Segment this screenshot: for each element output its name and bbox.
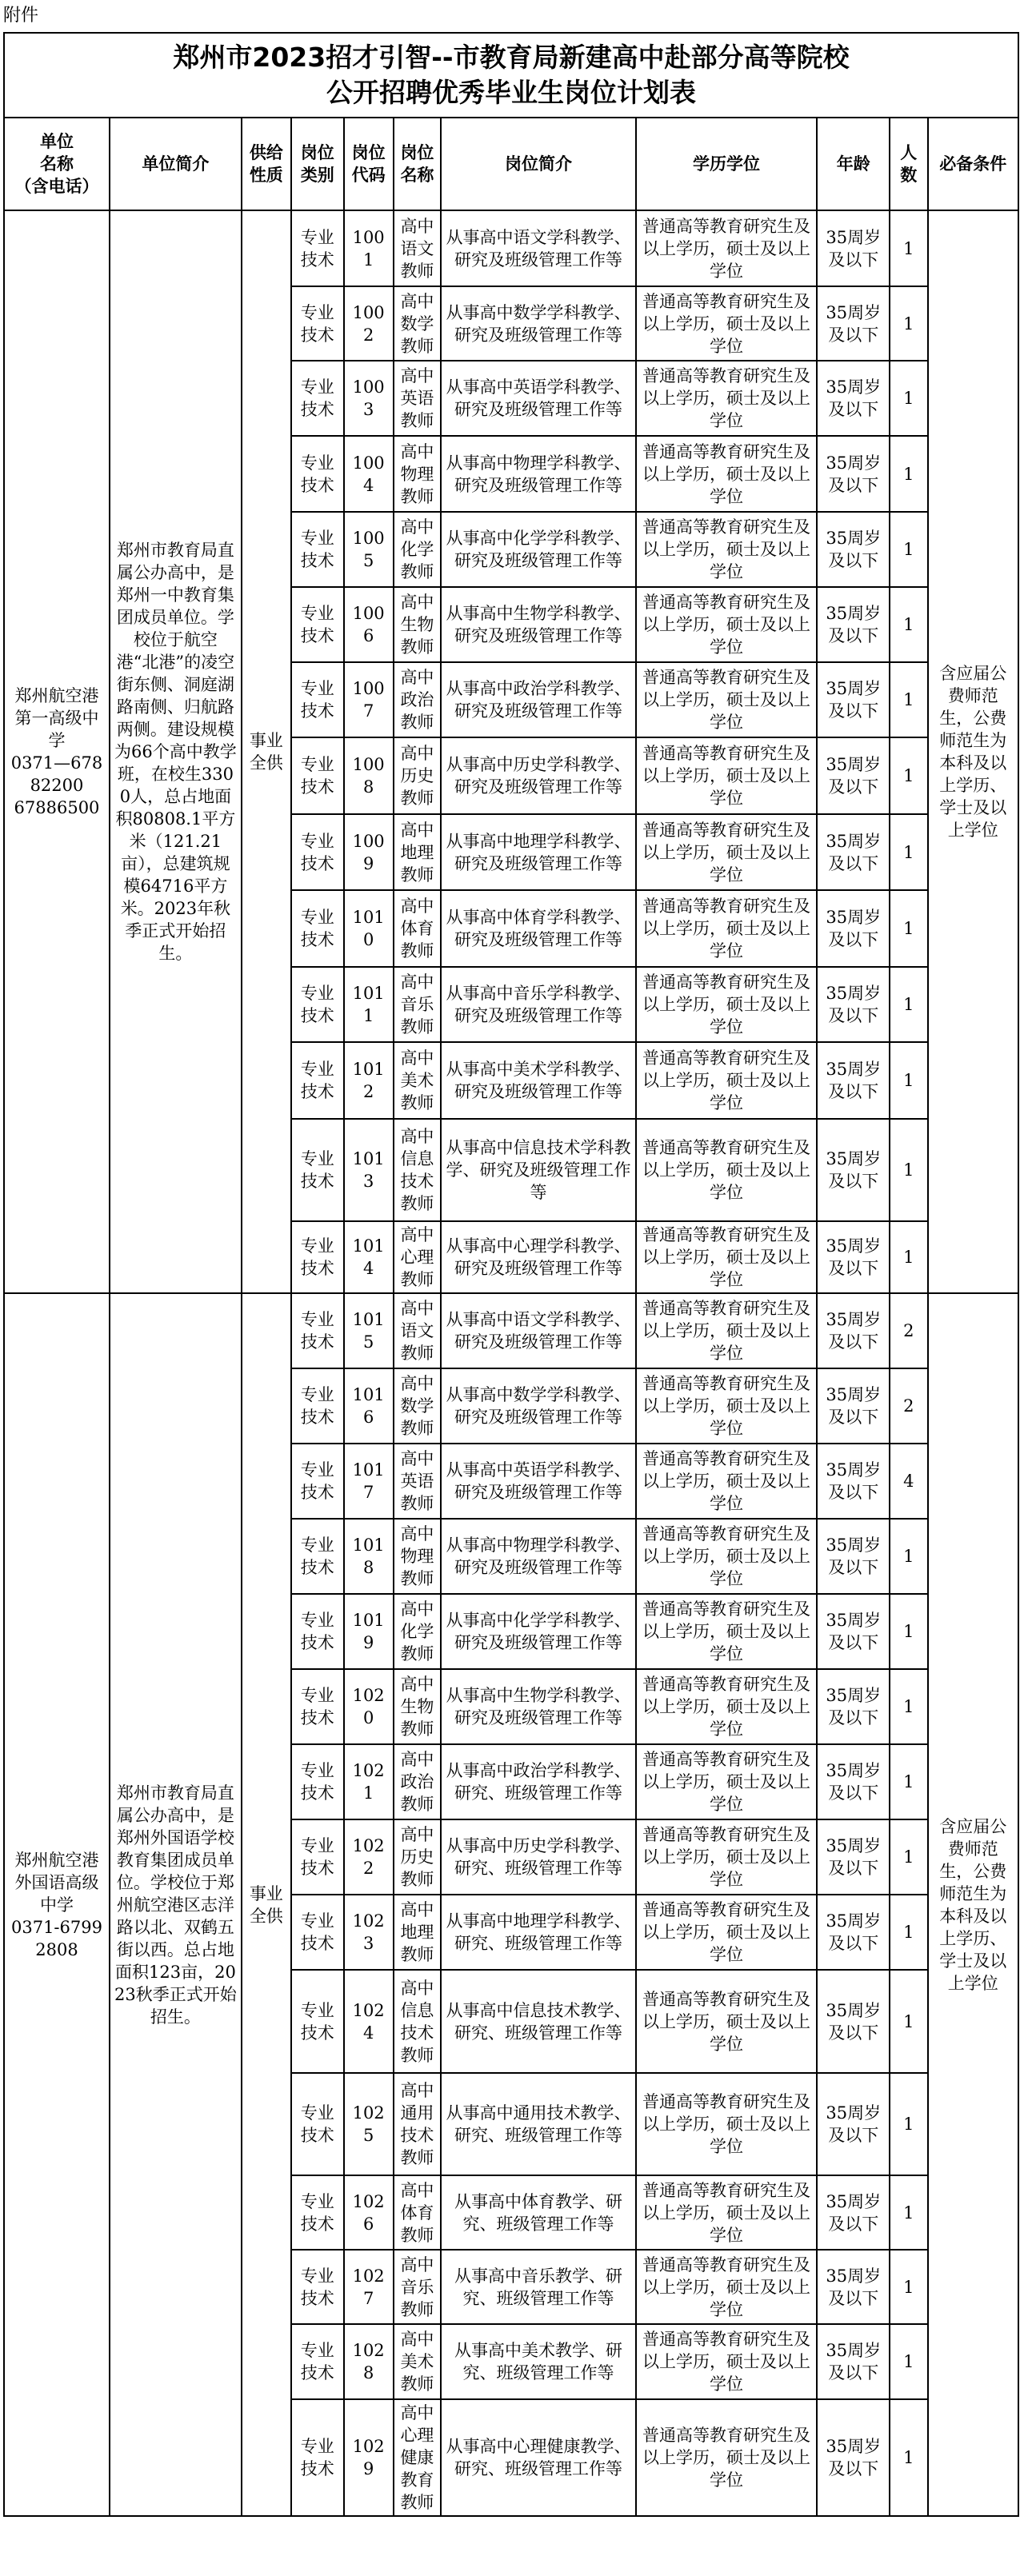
count-cell: 4 — [890, 1444, 927, 1519]
post-intro-cell: 从事高中美术教学、研究、班级管理工作等 — [441, 2324, 635, 2399]
age-cell: 35周岁及以下 — [817, 210, 890, 286]
header-count: 人 数 — [890, 118, 927, 210]
post-name-cell: 高中数学教师 — [394, 286, 442, 361]
post-name-cell: 高中生物教师 — [394, 587, 442, 662]
post-code-cell: 1016 — [344, 1368, 394, 1444]
unit-name-cell: 郑州航空港第一高级中学 0371—67882200 67886500 — [4, 210, 110, 1293]
post-name-cell: 高中体育教师 — [394, 2175, 442, 2250]
education-cell: 普通高等教育研究生及以上学历，硕士及以上学位 — [636, 2324, 818, 2399]
post-code-cell: 1018 — [344, 1519, 394, 1594]
unit-name-cell: 郑州航空港外国语高级中学 0371-67992808 — [4, 1293, 110, 2516]
age-cell: 35周岁及以下 — [817, 1744, 890, 1819]
post-intro-cell: 从事高中物理学科教学、研究及班级管理工作等 — [441, 1519, 635, 1594]
attachment-label: 附件 — [3, 6, 39, 26]
age-cell: 35周岁及以下 — [817, 737, 890, 814]
post-category-cell: 专业技术 — [291, 890, 344, 967]
header-post-name: 岗位 名称 — [394, 118, 442, 210]
post-name-cell: 高中英语教师 — [394, 361, 442, 436]
post-name-cell: 高中心理健康教育教师 — [394, 2399, 442, 2516]
education-cell: 普通高等教育研究生及以上学历，硕士及以上学位 — [636, 1519, 818, 1594]
post-intro-cell: 从事高中数学学科教学、研究及班级管理工作等 — [441, 1368, 635, 1444]
post-name-cell: 高中语文教师 — [394, 1293, 442, 1368]
header-post-category: 岗位 类别 — [291, 118, 344, 210]
post-intro-cell: 从事高中生物学科教学、研究及班级管理工作等 — [441, 1669, 635, 1744]
post-code-cell: 1017 — [344, 1444, 394, 1519]
education-cell: 普通高等教育研究生及以上学历，硕士及以上学位 — [636, 210, 818, 286]
post-category-cell: 专业技术 — [291, 1669, 344, 1744]
age-cell: 35周岁及以下 — [817, 1221, 890, 1293]
post-category-cell: 专业技术 — [291, 1519, 344, 1594]
header-education: 学历学位 — [636, 118, 818, 210]
header-unit-name: 单位 名称 （含电话） — [4, 118, 110, 210]
header-row — [4, 118, 1018, 210]
post-code-cell: 1027 — [344, 2250, 394, 2324]
post-intro-cell: 从事高中化学学科教学、研究及班级管理工作等 — [441, 512, 635, 587]
post-intro-cell: 从事高中心理学科教学、研究及班级管理工作等 — [441, 1221, 635, 1293]
post-intro-cell: 从事高中历史学科教学、研究及班级管理工作等 — [441, 737, 635, 814]
title-line-1: 郑州市2023招才引智--市教育局新建高中赴部分高等院校 — [173, 42, 850, 73]
count-cell: 1 — [890, 1819, 927, 1895]
count-cell: 1 — [890, 662, 927, 737]
post-code-cell: 1028 — [344, 2324, 394, 2399]
post-name-cell: 高中地理教师 — [394, 814, 442, 890]
age-cell: 35周岁及以下 — [817, 436, 890, 512]
education-cell: 普通高等教育研究生及以上学历，硕士及以上学位 — [636, 1744, 818, 1819]
education-cell: 普通高等教育研究生及以上学历，硕士及以上学位 — [636, 1042, 818, 1119]
post-intro-cell: 从事高中政治学科教学、研究、班级管理工作等 — [441, 1744, 635, 1819]
age-cell: 35周岁及以下 — [817, 1444, 890, 1519]
post-name-cell: 高中政治教师 — [394, 662, 442, 737]
education-cell: 普通高等教育研究生及以上学历，硕士及以上学位 — [636, 286, 818, 361]
header-requirements: 必备条件 — [928, 118, 1019, 210]
header-funding: 供给 性质 — [242, 118, 291, 210]
post-intro-cell: 从事高中政治学科教学、研究及班级管理工作等 — [441, 662, 635, 737]
post-category-cell: 专业技术 — [291, 1970, 344, 2073]
count-cell: 1 — [890, 2073, 927, 2175]
post-intro-cell: 从事高中生物学科教学、研究及班级管理工作等 — [441, 587, 635, 662]
post-code-cell: 1010 — [344, 890, 394, 967]
post-category-cell: 专业技术 — [291, 1895, 344, 1970]
post-name-cell: 高中语文教师 — [394, 210, 442, 286]
education-cell: 普通高等教育研究生及以上学历，硕士及以上学位 — [636, 1970, 818, 2073]
education-cell: 普通高等教育研究生及以上学历，硕士及以上学位 — [636, 587, 818, 662]
post-category-cell: 专业技术 — [291, 1119, 344, 1221]
post-category-cell: 专业技术 — [291, 210, 344, 286]
education-cell: 普通高等教育研究生及以上学历，硕士及以上学位 — [636, 1895, 818, 1970]
post-intro-cell: 从事高中通用技术教学、研究、班级管理工作等 — [441, 2073, 635, 2175]
requirements-cell: 含应届公费师范生，公费师范生为本科及以上学历、学士及以上学位 — [928, 210, 1019, 1293]
post-code-cell: 1019 — [344, 1594, 394, 1669]
recruitment-plan-table — [3, 32, 1019, 2517]
education-cell: 普通高等教育研究生及以上学历，硕士及以上学位 — [636, 1221, 818, 1293]
post-name-cell: 高中音乐教师 — [394, 2250, 442, 2324]
funding-cell: 事业 全供 — [242, 1293, 291, 2516]
post-code-cell: 1001 — [344, 210, 394, 286]
age-cell: 35周岁及以下 — [817, 1594, 890, 1669]
age-cell: 35周岁及以下 — [817, 967, 890, 1042]
post-category-cell: 专业技术 — [291, 286, 344, 361]
post-category-cell: 专业技术 — [291, 1368, 344, 1444]
post-code-cell: 1006 — [344, 587, 394, 662]
post-category-cell: 专业技术 — [291, 2399, 344, 2516]
count-cell: 1 — [890, 1519, 927, 1594]
post-category-cell: 专业技术 — [291, 587, 344, 662]
table-title — [4, 33, 1018, 118]
post-category-cell: 专业技术 — [291, 1042, 344, 1119]
post-code-cell: 1011 — [344, 967, 394, 1042]
post-intro-cell: 从事高中体育学科教学、研究及班级管理工作等 — [441, 890, 635, 967]
post-code-cell: 1009 — [344, 814, 394, 890]
age-cell: 35周岁及以下 — [817, 890, 890, 967]
education-cell: 普通高等教育研究生及以上学历，硕士及以上学位 — [636, 662, 818, 737]
post-category-cell: 专业技术 — [291, 361, 344, 436]
age-cell: 35周岁及以下 — [817, 1970, 890, 2073]
age-cell: 35周岁及以下 — [817, 1042, 890, 1119]
post-intro-cell: 从事高中语文学科教学、研究及班级管理工作等 — [441, 210, 635, 286]
post-name-cell: 高中化学教师 — [394, 512, 442, 587]
unit-intro-cell: 郑州市教育局直属公办高中，是郑州一中教育集团成员单位。学校位于航空港“北港”的凌空街东侧、洞庭湖路南侧、归航路两侧。建设规模为66个高中教学班，在校生3300人，总占地面积80808.1平方米（121.21亩），总建筑规模64716平方米。2023年秋季正式开始招生。 — [110, 210, 242, 1293]
age-cell: 35周岁及以下 — [817, 286, 890, 361]
post-name-cell: 高中信息技术教师 — [394, 1970, 442, 2073]
education-cell: 普通高等教育研究生及以上学历，硕士及以上学位 — [636, 1669, 818, 1744]
post-name-cell: 高中物理教师 — [394, 1519, 442, 1594]
post-name-cell: 高中生物教师 — [394, 1669, 442, 1744]
count-cell: 1 — [890, 1119, 927, 1221]
post-name-cell: 高中地理教师 — [394, 1895, 442, 1970]
post-category-cell: 专业技术 — [291, 1444, 344, 1519]
post-code-cell: 1022 — [344, 1819, 394, 1895]
count-cell: 1 — [890, 2399, 927, 2516]
requirements-cell: 含应届公费师范生，公费师范生为本科及以上学历、学士及以上学位 — [928, 1293, 1019, 2516]
post-category-cell: 专业技术 — [291, 2073, 344, 2175]
post-category-cell: 专业技术 — [291, 2250, 344, 2324]
age-cell: 35周岁及以下 — [817, 1293, 890, 1368]
post-code-cell: 1025 — [344, 2073, 394, 2175]
post-name-cell: 高中数学教师 — [394, 1368, 442, 1444]
age-cell: 35周岁及以下 — [817, 1819, 890, 1895]
education-cell: 普通高等教育研究生及以上学历，硕士及以上学位 — [636, 1594, 818, 1669]
post-name-cell: 高中美术教师 — [394, 1042, 442, 1119]
count-cell: 1 — [890, 587, 927, 662]
education-cell: 普通高等教育研究生及以上学历，硕士及以上学位 — [636, 890, 818, 967]
post-name-cell: 高中物理教师 — [394, 436, 442, 512]
post-code-cell: 1029 — [344, 2399, 394, 2516]
post-category-cell: 专业技术 — [291, 2324, 344, 2399]
education-cell: 普通高等教育研究生及以上学历，硕士及以上学位 — [636, 737, 818, 814]
post-intro-cell: 从事高中物理学科教学、研究及班级管理工作等 — [441, 436, 635, 512]
age-cell: 35周岁及以下 — [817, 2175, 890, 2250]
age-cell: 35周岁及以下 — [817, 2250, 890, 2324]
post-intro-cell: 从事高中体育教学、研究、班级管理工作等 — [441, 2175, 635, 2250]
table-row — [4, 210, 1018, 286]
post-category-cell: 专业技术 — [291, 662, 344, 737]
age-cell: 35周岁及以下 — [817, 1119, 890, 1221]
education-cell: 普通高等教育研究生及以上学历，硕士及以上学位 — [636, 2175, 818, 2250]
post-code-cell: 1023 — [344, 1895, 394, 1970]
post-code-cell: 1003 — [344, 361, 394, 436]
post-code-cell: 1007 — [344, 662, 394, 737]
count-cell: 1 — [890, 361, 927, 436]
education-cell: 普通高等教育研究生及以上学历，硕士及以上学位 — [636, 2073, 818, 2175]
post-intro-cell: 从事高中地理学科教学、研究及班级管理工作等 — [441, 814, 635, 890]
post-code-cell: 1015 — [344, 1293, 394, 1368]
post-name-cell: 高中美术教师 — [394, 2324, 442, 2399]
count-cell: 1 — [890, 1895, 927, 1970]
age-cell: 35周岁及以下 — [817, 361, 890, 436]
post-code-cell: 1013 — [344, 1119, 394, 1221]
post-name-cell: 高中信息技术教师 — [394, 1119, 442, 1221]
post-category-cell: 专业技术 — [291, 1744, 344, 1819]
count-cell: 1 — [890, 1669, 927, 1744]
education-cell: 普通高等教育研究生及以上学历，硕士及以上学位 — [636, 436, 818, 512]
age-cell: 35周岁及以下 — [817, 662, 890, 737]
education-cell: 普通高等教育研究生及以上学历，硕士及以上学位 — [636, 1444, 818, 1519]
age-cell: 35周岁及以下 — [817, 2324, 890, 2399]
age-cell: 35周岁及以下 — [817, 2399, 890, 2516]
header-age: 年龄 — [817, 118, 890, 210]
post-intro-cell: 从事高中历史学科教学、研究、班级管理工作等 — [441, 1819, 635, 1895]
post-intro-cell: 从事高中英语学科教学、研究及班级管理工作等 — [441, 1444, 635, 1519]
post-category-cell: 专业技术 — [291, 737, 344, 814]
count-cell: 1 — [890, 1594, 927, 1669]
post-name-cell: 高中化学教师 — [394, 1594, 442, 1669]
title-line-2: 公开招聘优秀毕业生岗位计划表 — [326, 77, 696, 108]
count-cell: 2 — [890, 1293, 927, 1368]
post-name-cell: 高中通用技术教师 — [394, 2073, 442, 2175]
count-cell: 1 — [890, 890, 927, 967]
education-cell: 普通高等教育研究生及以上学历，硕士及以上学位 — [636, 814, 818, 890]
count-cell: 1 — [890, 286, 927, 361]
post-intro-cell: 从事高中美术学科教学、研究及班级管理工作等 — [441, 1042, 635, 1119]
post-code-cell: 1008 — [344, 737, 394, 814]
header-post-intro: 岗位简介 — [441, 118, 635, 210]
count-cell: 1 — [890, 512, 927, 587]
post-intro-cell: 从事高中心理健康教学、研究、班级管理工作等 — [441, 2399, 635, 2516]
post-intro-cell: 从事高中信息技术学科教学、研究及班级管理工作等 — [441, 1119, 635, 1221]
age-cell: 35周岁及以下 — [817, 1895, 890, 1970]
age-cell: 35周岁及以下 — [817, 587, 890, 662]
education-cell: 普通高等教育研究生及以上学历，硕士及以上学位 — [636, 361, 818, 436]
age-cell: 35周岁及以下 — [817, 512, 890, 587]
post-category-cell: 专业技术 — [291, 967, 344, 1042]
post-code-cell: 1004 — [344, 436, 394, 512]
post-name-cell: 高中体育教师 — [394, 890, 442, 967]
education-cell: 普通高等教育研究生及以上学历，硕士及以上学位 — [636, 1119, 818, 1221]
age-cell: 35周岁及以下 — [817, 1368, 890, 1444]
post-category-cell: 专业技术 — [291, 2175, 344, 2250]
post-code-cell: 1005 — [344, 512, 394, 587]
post-code-cell: 1021 — [344, 1744, 394, 1819]
post-name-cell: 高中音乐教师 — [394, 967, 442, 1042]
post-intro-cell: 从事高中化学学科教学、研究及班级管理工作等 — [441, 1594, 635, 1669]
age-cell: 35周岁及以下 — [817, 814, 890, 890]
post-intro-cell: 从事高中信息技术教学、研究、班级管理工作等 — [441, 1970, 635, 2073]
post-category-cell: 专业技术 — [291, 436, 344, 512]
table-row — [4, 1293, 1018, 1368]
post-intro-cell: 从事高中音乐教学、研究、班级管理工作等 — [441, 2250, 635, 2324]
education-cell: 普通高等教育研究生及以上学历，硕士及以上学位 — [636, 1819, 818, 1895]
post-code-cell: 1014 — [344, 1221, 394, 1293]
post-category-cell: 专业技术 — [291, 1293, 344, 1368]
age-cell: 35周岁及以下 — [817, 1519, 890, 1594]
count-cell: 2 — [890, 1368, 927, 1444]
education-cell: 普通高等教育研究生及以上学历，硕士及以上学位 — [636, 2399, 818, 2516]
post-code-cell: 1026 — [344, 2175, 394, 2250]
count-cell: 1 — [890, 1221, 927, 1293]
header-post-code: 岗位 代码 — [344, 118, 394, 210]
education-cell: 普通高等教育研究生及以上学历，硕士及以上学位 — [636, 967, 818, 1042]
post-name-cell: 高中历史教师 — [394, 737, 442, 814]
count-cell: 1 — [890, 2250, 927, 2324]
education-cell: 普通高等教育研究生及以上学历，硕士及以上学位 — [636, 512, 818, 587]
age-cell: 35周岁及以下 — [817, 2073, 890, 2175]
post-intro-cell: 从事高中数学学科教学、研究及班级管理工作等 — [441, 286, 635, 361]
post-code-cell: 1012 — [344, 1042, 394, 1119]
count-cell: 1 — [890, 1042, 927, 1119]
post-intro-cell: 从事高中地理学科教学、研究、班级管理工作等 — [441, 1895, 635, 1970]
post-category-cell: 专业技术 — [291, 1594, 344, 1669]
count-cell: 1 — [890, 737, 927, 814]
post-intro-cell: 从事高中音乐学科教学、研究及班级管理工作等 — [441, 967, 635, 1042]
education-cell: 普通高等教育研究生及以上学历，硕士及以上学位 — [636, 2250, 818, 2324]
education-cell: 普通高等教育研究生及以上学历，硕士及以上学位 — [636, 1368, 818, 1444]
post-name-cell: 高中政治教师 — [394, 1744, 442, 1819]
post-intro-cell: 从事高中语文学科教学、研究及班级管理工作等 — [441, 1293, 635, 1368]
post-category-cell: 专业技术 — [291, 1221, 344, 1293]
table-body — [4, 210, 1018, 2516]
post-name-cell: 高中英语教师 — [394, 1444, 442, 1519]
count-cell: 1 — [890, 814, 927, 890]
post-category-cell: 专业技术 — [291, 814, 344, 890]
count-cell: 1 — [890, 210, 927, 286]
count-cell: 1 — [890, 1744, 927, 1819]
post-category-cell: 专业技术 — [291, 512, 344, 587]
unit-intro-cell: 郑州市教育局直属公办高中，是郑州外国语学校教育集团成员单位。学校位于郑州航空港区志洋路以北、双鹤五街以西。总占地面积123亩，2023秋季正式开始招生。 — [110, 1293, 242, 2516]
post-code-cell: 1020 — [344, 1669, 394, 1744]
funding-cell: 事业 全供 — [242, 210, 291, 1293]
post-code-cell: 1024 — [344, 1970, 394, 2073]
count-cell: 1 — [890, 967, 927, 1042]
post-code-cell: 1002 — [344, 286, 394, 361]
post-name-cell: 高中心理教师 — [394, 1221, 442, 1293]
post-intro-cell: 从事高中英语学科教学、研究及班级管理工作等 — [441, 361, 635, 436]
age-cell: 35周岁及以下 — [817, 1669, 890, 1744]
post-name-cell: 高中历史教师 — [394, 1819, 442, 1895]
count-cell: 1 — [890, 2175, 927, 2250]
post-category-cell: 专业技术 — [291, 1819, 344, 1895]
count-cell: 1 — [890, 2324, 927, 2399]
count-cell: 1 — [890, 1970, 927, 2073]
education-cell: 普通高等教育研究生及以上学历，硕士及以上学位 — [636, 1293, 818, 1368]
header-unit-intro: 单位简介 — [110, 118, 242, 210]
count-cell: 1 — [890, 436, 927, 512]
